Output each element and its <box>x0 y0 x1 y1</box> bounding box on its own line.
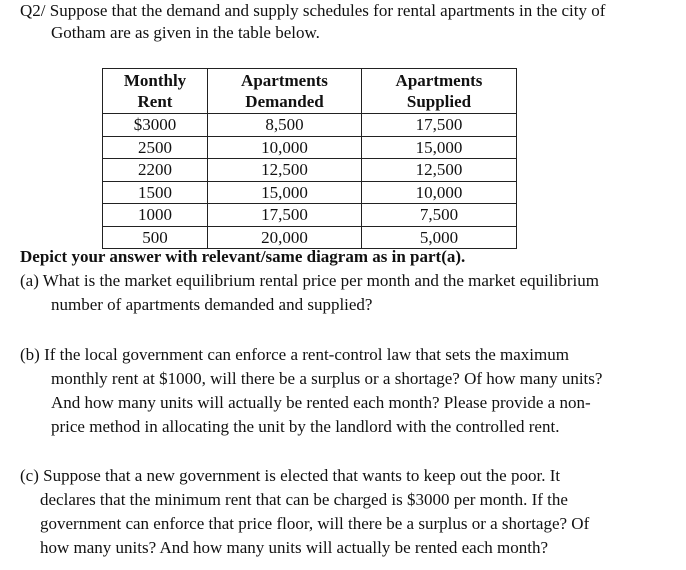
supplied-cell: 17,500 <box>362 114 517 137</box>
part-c-line-3: government can enforce that price floor, will there be a surplus or a shortage? Of <box>40 514 590 533</box>
rent-cell: $3000 <box>103 114 208 137</box>
table-row <box>103 181 517 204</box>
demanded-cell: 17,500 <box>208 204 362 227</box>
rent-cell: 1500 <box>103 181 208 204</box>
part-a-line-1: (a) What is the market equilibrium rental price per month and the market equilibrium <box>20 271 599 290</box>
demanded-cell: 10,000 <box>208 136 362 159</box>
header-text: Monthly <box>123 71 187 90</box>
part-c-line-2: declares that the minimum rent that can be charged is $3000 per month. If the <box>40 490 568 509</box>
rent-cell: 2500 <box>103 136 208 159</box>
table-row <box>103 136 517 159</box>
rent-cell: 500 <box>103 226 208 249</box>
instruction-text: Depict your answer with relevant/same diagram as in part(a). <box>20 247 466 266</box>
question-intro-line-1: Q2/ Suppose that the demand and supply schedules for rental apartments in the city of <box>20 1 606 20</box>
supplied-cell: 5,000 <box>362 226 517 249</box>
supplied-cell: 12,500 <box>362 159 517 182</box>
part-b-line-3: And how many units will actually be rented each month? Please provide a non- <box>51 393 591 412</box>
part-a-line-2: number of apartments demanded and supplied? <box>51 295 373 314</box>
header-text: Rent <box>137 92 173 111</box>
part-c-line-4: how many units? And how many units will actually be rented each month? <box>40 538 548 557</box>
part-c-line-1: (c) Suppose that a new government is elected that wants to keep out the poor. It <box>20 466 561 485</box>
table-row <box>103 159 517 182</box>
supplied-cell: 7,500 <box>362 204 517 227</box>
supplied-cell: 10,000 <box>362 181 517 204</box>
rent-cell: 1000 <box>103 204 208 227</box>
header-text: Supplied <box>406 92 472 111</box>
header-text: Demanded <box>245 92 324 111</box>
table-row <box>103 204 517 227</box>
demanded-cell: 8,500 <box>208 114 362 137</box>
supplied-cell: 15,000 <box>362 136 517 159</box>
part-b-line-4: price method in allocating the unit by the landlord with the controlled rent. <box>51 417 560 436</box>
demanded-cell: 20,000 <box>208 226 362 249</box>
table-header-row <box>103 69 517 114</box>
rent-cell: 2200 <box>103 159 208 182</box>
header-text: Apartments <box>395 71 483 90</box>
header-apartments-demanded <box>208 69 362 114</box>
header-text: Apartments <box>241 71 328 90</box>
demanded-cell: 15,000 <box>208 181 362 204</box>
demanded-cell: 12,500 <box>208 159 362 182</box>
question-intro-line-2: Gotham are as given in the table below. <box>51 23 320 42</box>
schedule-table <box>102 68 517 249</box>
header-monthly-rent <box>103 69 208 114</box>
part-b-line-2: monthly rent at $1000, will there be a surplus or a shortage? Of how many units? <box>51 369 603 388</box>
header-apartments-supplied <box>362 69 517 114</box>
table-row <box>103 114 517 137</box>
part-b-line-1: (b) If the local government can enforce a rent-control law that sets the maximum <box>20 345 569 364</box>
